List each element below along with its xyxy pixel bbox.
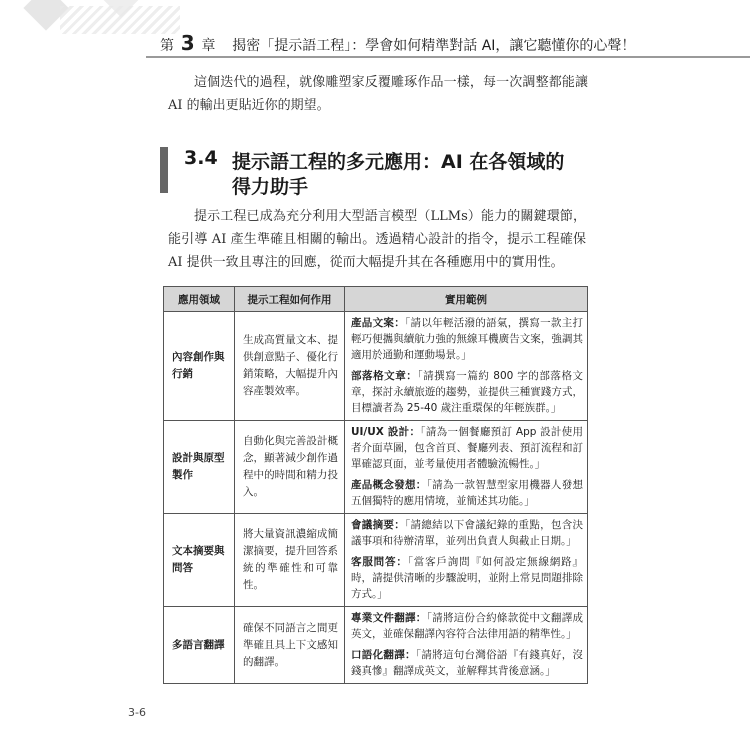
example-text: 「請為一款智慧型家用機器人發想五個獨特的應用情境，並簡述其功能。」	[351, 479, 584, 507]
domain-cell: 內容創作與行銷	[164, 312, 235, 421]
example-item	[351, 424, 583, 472]
table-row	[164, 421, 588, 514]
domain-cell: 文本摘要與問答	[164, 514, 235, 607]
chapter-header	[0, 0, 750, 60]
example-item	[351, 554, 583, 602]
how-cell: 生成高質量文本、提供創意點子、優化行銷策略，大幅提升內容產製效率。	[235, 312, 345, 421]
table-header-row	[164, 287, 588, 312]
examples-cell	[345, 514, 588, 607]
chapter-number: 3	[180, 31, 195, 55]
example-text: 「請將這句台灣俗語『有錢真好，沒錢真慘』翻譯成英文，並解釋其背後意涵。」	[351, 649, 584, 677]
example-text: 「請總結以下會議紀錄的重點，包含決議事項和待辦清單，並列出負責人與截止日期。」	[351, 519, 584, 547]
how-cell: 確保不同語言之間更準確且具上下文感知的翻譯。	[235, 607, 345, 684]
example-label: 專業文件翻譯：	[351, 612, 427, 624]
example-text: 「請撰寫一篇約 800 字的部落格文章，探討永續旅遊的趨勢，並提供三種實踐方式，目標讀者為 25-40 歲注重環保的年輕族群。」	[351, 370, 584, 414]
chapter-title	[160, 31, 635, 55]
example-label: 部落格文章：	[351, 370, 418, 382]
example-text: 「當客戶詢問『如何設定無線網路』時，請提供清晰的步驟說明，並附上常見問題排除方式。」	[351, 556, 583, 600]
example-item	[351, 477, 583, 509]
section-title-line1: 提示語工程的多元應用：AI 在各領域的	[232, 151, 565, 173]
column-header: 提示工程如何作用	[235, 287, 345, 312]
section-heading	[160, 145, 600, 198]
section-marker	[160, 147, 168, 193]
intro-paragraph: 這個迭代的過程，就像雕塑家反覆雕琢作品一樣，每一次調整都能讓 AI 的輸出更貼近你的期望。	[168, 75, 588, 113]
column-header: 實用範例	[345, 287, 588, 312]
example-label: 口語化翻譯：	[351, 649, 416, 661]
example-text: 「請將這份合約條款從中文翻譯成英文，並確保翻譯內容符合法律用語的精準性。」	[351, 612, 584, 640]
examples-cell	[345, 607, 588, 684]
header-decoration	[60, 6, 180, 34]
example-label: 產品文案：	[351, 317, 405, 329]
example-text: 「請為一個餐廳預訂 App 設計使用者介面草圖，包含首頁、餐廳列表、預訂流程和訂單確認頁面，並考量使用者體驗流暢性。」	[351, 426, 583, 470]
how-cell: 自動化與完善設計概念，顯著減少創作過程中的時間和精力投入。	[235, 421, 345, 514]
header-rule	[146, 56, 750, 58]
example-label: UI/UX 設計：	[351, 426, 421, 438]
table-row	[164, 607, 588, 684]
domain-cell: 多語言翻譯	[164, 607, 235, 684]
chapter-suffix: 章	[201, 38, 216, 54]
domain-cell: 設計與原型製作	[164, 421, 235, 514]
example-item	[351, 610, 583, 642]
table-row	[164, 312, 588, 421]
how-cell: 將大量資訊濃縮成簡潔摘要，提升回答系統的準確性和可靠性。	[235, 514, 345, 607]
section-paragraph: 提示工程已成為充分利用大型語言模型（LLMs）能力的關鍵環節，能引導 AI 產生準確且相關的輸出。透過精心設計的指令，提示工程確保 AI 提供一致且專注的回應，從而大幅提升其在各種應用中的實用性。	[168, 209, 586, 270]
example-item	[351, 517, 583, 549]
chapter-title-text: 揭密「提示語工程」：學會如何精準對話 AI，讓它聽懂你的心聲！	[232, 38, 636, 54]
examples-cell	[345, 421, 588, 514]
example-item	[351, 315, 583, 363]
example-item	[351, 647, 583, 679]
section-title-line2: 得力助手	[232, 176, 309, 198]
example-label: 產品概念發想：	[351, 479, 427, 491]
section-number: 3.4	[184, 147, 218, 169]
column-header: 應用領域	[164, 287, 235, 312]
example-text: 「請以年輕活潑的語氣，撰寫一款主打輕巧便攜與續航力強的無線耳機廣告文案，強調其適用於通勤和運動場景。」	[351, 317, 584, 361]
example-item	[351, 368, 583, 416]
example-label: 客服問答：	[351, 556, 408, 568]
examples-cell	[345, 312, 588, 421]
chapter-prefix: 第	[160, 38, 174, 54]
applications-table	[163, 286, 588, 684]
example-label: 會議摘要：	[351, 519, 405, 531]
table-row	[164, 514, 588, 607]
page-number: 3-6	[128, 706, 146, 719]
